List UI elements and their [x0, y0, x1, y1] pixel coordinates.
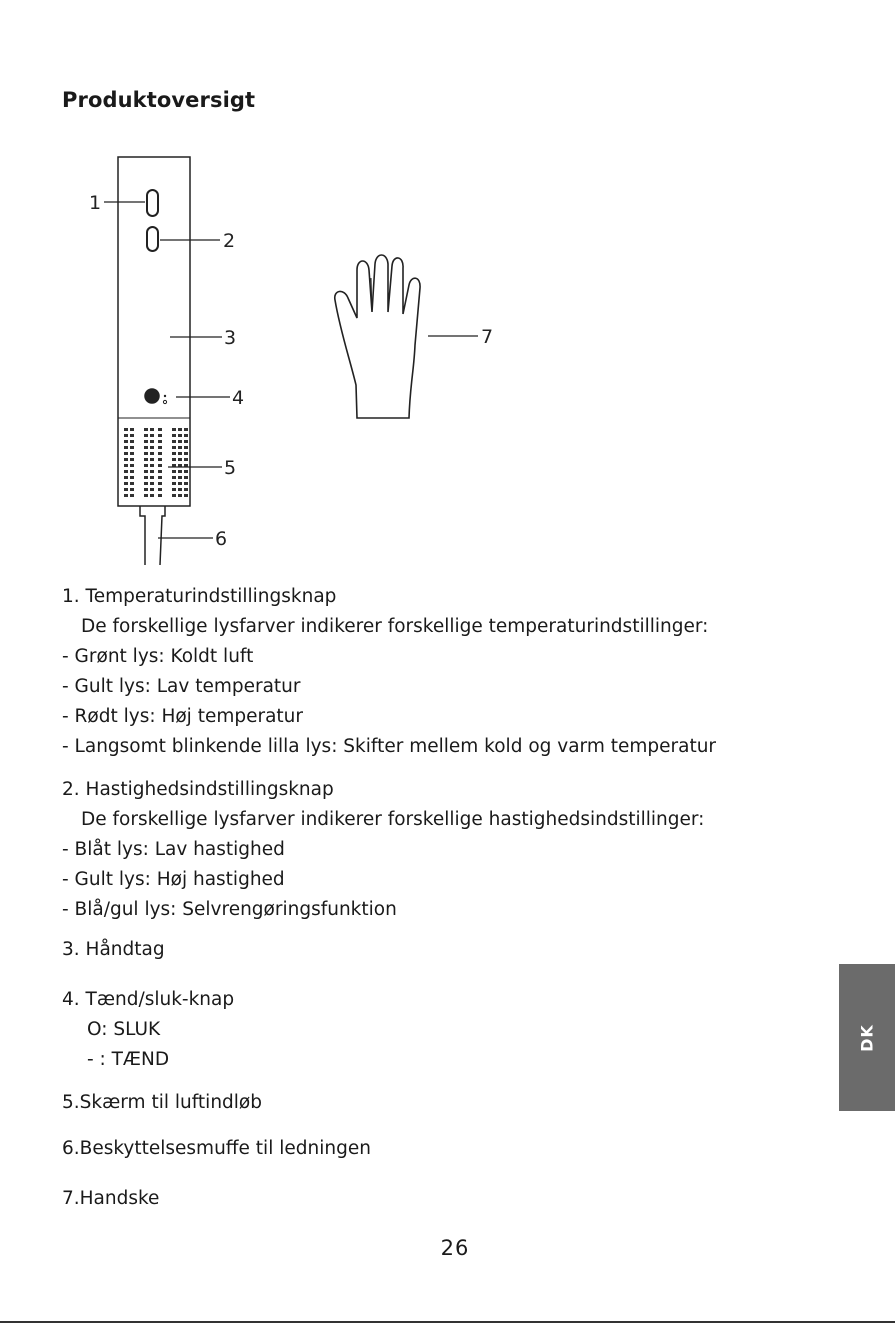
- list-item: - Blå/gul lys: Selvrengøringsfunktion: [62, 899, 397, 920]
- speed-button: [147, 227, 158, 251]
- callout-3: 3: [224, 327, 237, 349]
- section-speed: [62, 775, 704, 925]
- cord-sleeve: [140, 506, 165, 565]
- list-item: - : TÆND: [87, 1049, 170, 1070]
- power-button: [145, 389, 159, 403]
- section-power: [62, 985, 234, 1075]
- page-title: Produktoversigt: [62, 88, 256, 112]
- section-handle: [62, 935, 165, 965]
- list-item: - Gult lys: Høj hastighed: [62, 869, 285, 890]
- callout-7: 7: [481, 326, 494, 348]
- section-heading: 7.Handske: [62, 1188, 160, 1209]
- temperature-button: [147, 190, 158, 216]
- section-intro: De forskellige lysfarver indikerer forskellige temperaturindstillinger:: [81, 616, 709, 637]
- section-heading: 2. Hastighedsindstillingsknap: [62, 779, 334, 800]
- list-item: - Grønt lys: Koldt luft: [62, 646, 254, 667]
- section-intro: De forskellige lysfarver indikerer forskellige hastighedsindstillinger:: [81, 809, 705, 830]
- list-item: O: SLUK: [87, 1019, 161, 1040]
- section-heading: 5.Skærm til luftindløb: [62, 1092, 262, 1113]
- callout-6: 6: [215, 528, 228, 550]
- glove-illustration: [335, 255, 420, 418]
- callout-1: 1: [89, 192, 102, 214]
- section-glove: [62, 1184, 159, 1214]
- list-item: - Blåt lys: Lav hastighed: [62, 839, 285, 860]
- section-temperature: [62, 582, 716, 762]
- section-heading: 1. Temperaturindstillingsknap: [62, 586, 337, 607]
- callout-4: 4: [232, 387, 245, 409]
- device-illustration: [118, 157, 190, 565]
- section-heading: 4. Tænd/sluk-knap: [62, 989, 235, 1010]
- list-item: - Rødt lys: Høj temperatur: [62, 706, 304, 727]
- page-number: 26: [440, 1236, 470, 1260]
- section-cord-sleeve: [62, 1134, 371, 1164]
- callout-5: 5: [224, 457, 237, 479]
- section-heading: 3. Håndtag: [62, 939, 165, 960]
- list-item: - Langsomt blinkende lilla lys: Skifter mellem kold og varm temperatur: [62, 736, 717, 757]
- product-diagram: [0, 0, 895, 580]
- list-item: - Gult lys: Lav temperatur: [62, 676, 301, 697]
- bottom-rule: [0, 1321, 895, 1323]
- section-heading: 6.Beskyttelsesmuffe til ledningen: [62, 1138, 371, 1159]
- section-intake-screen: [62, 1088, 262, 1118]
- callout-2: 2: [223, 230, 236, 252]
- air-intake-screen: [124, 428, 188, 497]
- language-tab-label: DK: [857, 1023, 877, 1052]
- language-tab: [839, 964, 895, 1111]
